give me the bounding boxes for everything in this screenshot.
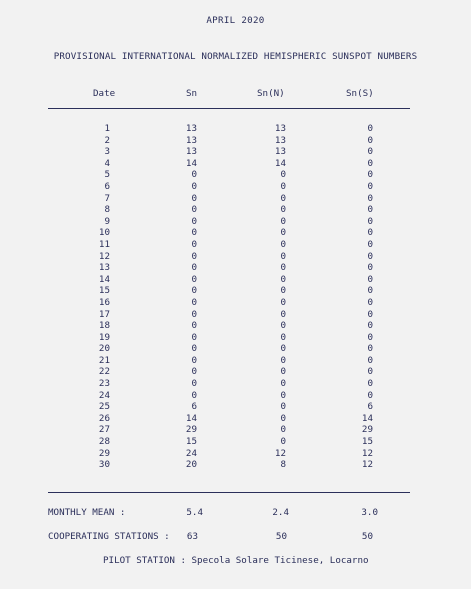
cell-sn-s: 0 (367, 389, 373, 401)
table-row (0, 193, 471, 205)
cell-sn-n: 0 (280, 192, 286, 204)
cell-sn-n: 0 (280, 296, 286, 308)
cell-date: 23 (98, 378, 110, 390)
cell-sn-n: 0 (280, 238, 286, 250)
cell-sn: 15 (185, 436, 197, 448)
cell-date: 8 (104, 204, 110, 216)
cell-sn-n: 0 (280, 215, 286, 227)
table-row (0, 366, 471, 378)
cell-sn: 29 (185, 424, 197, 436)
header-sn: Sn (186, 88, 198, 99)
cell-date: 20 (98, 343, 110, 355)
cell-sn-s: 0 (367, 238, 373, 250)
cell-sn-n: 8 (280, 459, 286, 471)
cell-sn: 13 (185, 134, 197, 146)
cell-date: 9 (104, 215, 110, 227)
cell-sn-n: 0 (280, 273, 286, 285)
header-date: Date (93, 88, 116, 99)
table-row (0, 309, 471, 321)
cell-date: 1 (104, 123, 110, 134)
monthly-mean-sn-n: 2.4 (272, 507, 289, 518)
table-row (0, 285, 471, 297)
table-row (0, 378, 471, 390)
cell-sn-s: 0 (367, 320, 373, 332)
header-divider (48, 108, 410, 109)
cell-date: 11 (98, 238, 110, 250)
table-row (0, 332, 471, 344)
cell-sn-s: 0 (367, 169, 373, 181)
table-row (0, 216, 471, 228)
table-row (0, 320, 471, 332)
cell-date: 17 (98, 308, 110, 320)
table-row (0, 413, 471, 425)
cell-sn-n: 0 (280, 343, 286, 355)
table-row (0, 204, 471, 216)
cell-date: 12 (98, 250, 110, 262)
cell-sn: 0 (191, 273, 197, 285)
cell-date: 18 (98, 320, 110, 332)
cell-sn: 24 (185, 447, 197, 459)
cell-sn: 0 (191, 320, 197, 332)
cell-sn-n: 0 (280, 180, 286, 192)
monthly-mean-sn-s: 3.0 (361, 507, 378, 518)
cell-sn-n: 0 (280, 401, 286, 413)
cell-sn-s: 0 (367, 192, 373, 204)
cell-date: 14 (98, 273, 110, 285)
table-row (0, 448, 471, 460)
table-row (0, 169, 471, 181)
cell-sn-s: 0 (367, 134, 373, 146)
cell-sn: 0 (191, 180, 197, 192)
cell-sn: 14 (185, 412, 197, 424)
cell-sn-n: 0 (280, 424, 286, 436)
cell-sn-s: 0 (367, 157, 373, 169)
cell-sn-n: 12 (274, 447, 286, 459)
cell-sn-s: 6 (367, 401, 373, 413)
cell-sn-n: 13 (274, 134, 286, 146)
header-sn-s: Sn(S) (346, 88, 374, 99)
monthly-mean-sn: 5.4 (186, 507, 203, 518)
cell-date: 21 (98, 354, 110, 366)
cell-date: 15 (98, 285, 110, 297)
cell-sn: 0 (191, 378, 197, 390)
cell-sn-n: 0 (280, 169, 286, 181)
cell-sn-s: 0 (367, 204, 373, 216)
cell-sn: 0 (191, 169, 197, 181)
cell-sn-n: 0 (280, 412, 286, 424)
cell-sn-n: 0 (280, 436, 286, 448)
cell-date: 24 (98, 389, 110, 401)
cell-date: 16 (98, 296, 110, 308)
cell-sn-s: 15 (361, 436, 373, 448)
cell-date: 10 (98, 227, 110, 239)
cell-sn: 0 (191, 285, 197, 297)
cell-sn: 0 (191, 238, 197, 250)
cell-sn: 0 (191, 262, 197, 274)
cell-date: 2 (104, 134, 110, 146)
monthly-mean-label: MONTHLY MEAN : (48, 507, 126, 518)
cell-sn: 0 (191, 389, 197, 401)
cell-sn-s: 0 (367, 378, 373, 390)
cell-date: 22 (98, 366, 110, 378)
table-row (0, 239, 471, 251)
cell-sn-n: 0 (280, 389, 286, 401)
cell-sn-s: 0 (367, 146, 373, 158)
cell-sn: 13 (185, 146, 197, 158)
cell-sn: 13 (185, 123, 197, 134)
cell-sn-s: 0 (367, 366, 373, 378)
cell-sn: 20 (185, 459, 197, 471)
report-title: PROVISIONAL INTERNATIONAL NORMALIZED HEMISPHERIC SUNSPOT NUMBERS (53, 51, 418, 62)
pilot-station: PILOT STATION : Specola Solare Ticinese, Locarno (103, 555, 369, 566)
cell-date: 4 (104, 157, 110, 169)
cell-date: 29 (98, 447, 110, 459)
cell-sn: 0 (191, 331, 197, 343)
table-row (0, 401, 471, 413)
table-row (0, 158, 471, 170)
cell-date: 6 (104, 180, 110, 192)
cell-sn-s: 14 (361, 412, 373, 424)
cell-date: 3 (104, 146, 110, 158)
cell-sn-n: 0 (280, 331, 286, 343)
cell-sn-s: 12 (361, 447, 373, 459)
cooperating-stations-label: COOPERATING STATIONS : (48, 531, 170, 542)
cell-sn-n: 0 (280, 308, 286, 320)
cell-sn-n: 0 (280, 285, 286, 297)
cell-sn-s: 0 (367, 262, 373, 274)
cell-date: 30 (98, 459, 110, 471)
cell-sn-s: 0 (367, 227, 373, 239)
table-row (0, 181, 471, 193)
footer-divider (48, 492, 410, 493)
table-row (0, 390, 471, 402)
cell-sn-s: 0 (367, 331, 373, 343)
cell-sn: 0 (191, 308, 197, 320)
cell-sn-n: 0 (280, 250, 286, 262)
cell-sn-n: 0 (280, 366, 286, 378)
cell-sn-s: 0 (367, 285, 373, 297)
cell-sn-s: 12 (361, 459, 373, 471)
cell-date: 25 (98, 401, 110, 413)
report-month: APRIL 2020 (206, 15, 265, 26)
cell-sn: 0 (191, 366, 197, 378)
data-table (0, 123, 471, 471)
cell-sn-n: 0 (280, 227, 286, 239)
header-sn-n: Sn(N) (257, 88, 285, 99)
table-row (0, 343, 471, 355)
cell-sn: 6 (191, 401, 197, 413)
cell-date: 5 (104, 169, 110, 181)
cell-sn-n: 14 (274, 157, 286, 169)
cell-sn: 0 (191, 204, 197, 216)
cell-sn: 0 (191, 227, 197, 239)
table-row (0, 355, 471, 367)
table-row (0, 227, 471, 239)
cell-sn: 14 (185, 157, 197, 169)
cell-sn-n: 13 (274, 123, 286, 134)
cell-sn-s: 0 (367, 273, 373, 285)
table-row (0, 135, 471, 147)
cell-date: 27 (98, 424, 110, 436)
cell-sn-s: 0 (367, 123, 373, 134)
cooperating-stations-sn-n: 50 (275, 531, 287, 542)
cell-sn-n: 13 (274, 146, 286, 158)
table-row (0, 251, 471, 263)
cooperating-stations-sn-s: 50 (361, 531, 373, 542)
table-row (0, 297, 471, 309)
cell-sn-s: 0 (367, 308, 373, 320)
table-row (0, 262, 471, 274)
table-row (0, 123, 471, 135)
table-row (0, 436, 471, 448)
cell-sn: 0 (191, 192, 197, 204)
cell-sn-s: 29 (361, 424, 373, 436)
cell-sn-s: 0 (367, 343, 373, 355)
cell-sn-s: 0 (367, 296, 373, 308)
cell-date: 28 (98, 436, 110, 448)
table-row (0, 146, 471, 158)
cell-sn-s: 0 (367, 250, 373, 262)
cell-sn-s: 0 (367, 215, 373, 227)
cell-date: 7 (104, 192, 110, 204)
cell-date: 19 (98, 331, 110, 343)
cell-sn-n: 0 (280, 204, 286, 216)
cell-sn: 0 (191, 343, 197, 355)
cell-sn-n: 0 (280, 262, 286, 274)
table-row (0, 459, 471, 471)
table-row (0, 424, 471, 436)
cell-sn: 0 (191, 250, 197, 262)
table-row (0, 274, 471, 286)
cell-sn-n: 0 (280, 320, 286, 332)
cell-sn: 0 (191, 354, 197, 366)
cell-sn-n: 0 (280, 378, 286, 390)
cell-sn-s: 0 (367, 354, 373, 366)
cell-date: 13 (98, 262, 110, 274)
cell-date: 26 (98, 412, 110, 424)
cooperating-stations-sn: 63 (186, 531, 198, 542)
cell-sn-s: 0 (367, 180, 373, 192)
cell-sn: 0 (191, 296, 197, 308)
cell-sn-n: 0 (280, 354, 286, 366)
cell-sn: 0 (191, 215, 197, 227)
